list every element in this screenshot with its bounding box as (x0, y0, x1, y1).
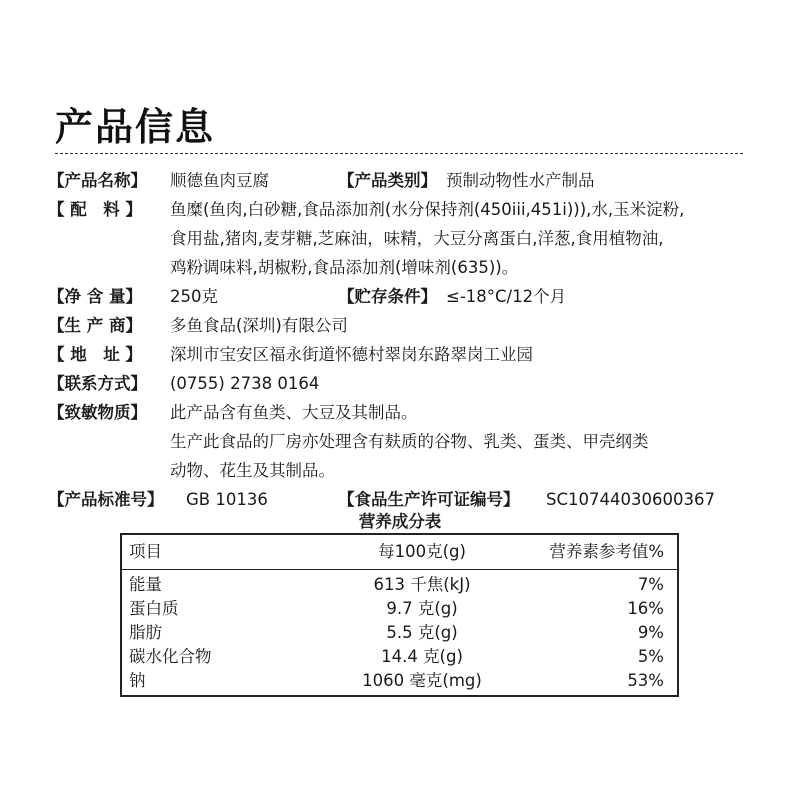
row-ingredients-3 (48, 253, 768, 282)
address-value: 深圳市宝安区福永街道怀德村翠岗东路翠岗工业园 (170, 345, 533, 364)
row-ingredients-1 (48, 195, 768, 224)
allergen-line-2: 生产此食品的厂房亦处理含有麸质的谷物、乳类、蛋类、甲壳纲类 (170, 432, 649, 451)
row-allergen-2 (48, 427, 768, 456)
row-ingredients-2 (48, 224, 768, 253)
nutrition-title: 营养成分表 (358, 512, 442, 531)
producer-label: 【生 产 商】 (48, 316, 142, 335)
product-name-label: 【产品名称】 (48, 171, 147, 190)
row-net-content (48, 282, 768, 311)
ingredients-line-1: 鱼糜(鱼肉,白砂糖,食品添加剂(水分保持剂(450iii,451i))),水,玉米淀粉, (170, 200, 685, 219)
standard-value: GB 10136 (186, 490, 268, 509)
standard-label: 【产品标准号】 (48, 490, 164, 509)
nutrient-amount: 613 千焦(kJ) (373, 575, 471, 594)
row-contact (48, 369, 768, 398)
row-address (48, 340, 768, 369)
header-item: 项目 (129, 542, 162, 561)
nutrition-header-row (122, 535, 677, 570)
nutrient-name: 脂肪 (129, 623, 162, 642)
nutrient-amount: 9.7 克(g) (386, 599, 458, 618)
row-producer (48, 311, 768, 340)
row-allergen-3 (48, 456, 768, 485)
ingredients-label: 【 配 料 】 (48, 200, 142, 219)
ingredients-line-3: 鸡粉调味料,胡椒粉,食品添加剂(增味剂(635))。 (170, 258, 519, 277)
nutrient-name: 碳水化合物 (129, 647, 212, 666)
header-nrv: 营养素参考值% (549, 542, 664, 561)
product-info (48, 166, 768, 514)
product-category-value: 预制动物性水产制品 (446, 171, 595, 190)
product-category-label: 【产品类别】 (338, 171, 437, 190)
table-row (122, 645, 677, 669)
nutrient-nrv: 16% (627, 599, 664, 618)
nutrient-nrv: 5% (637, 647, 664, 666)
product-name-value: 顺德鱼肉豆腐 (170, 171, 269, 190)
nutrient-amount: 5.5 克(g) (386, 623, 458, 642)
dashed-divider (55, 153, 743, 154)
allergen-label: 【致敏物质】 (48, 403, 147, 422)
header-per-100g: 每100克(g) (378, 542, 466, 561)
nutrient-nrv: 7% (637, 575, 664, 594)
ingredients-line-2: 食用盐,猪肉,麦芽糖,芝麻油，味精，大豆分离蛋白,洋葱,食用植物油, (170, 229, 664, 248)
address-label: 【 地 址 】 (48, 345, 142, 364)
nutrition-table (120, 533, 679, 697)
license-value: SC10744030600367 (546, 490, 715, 509)
producer-value: 多鱼食品(深圳)有限公司 (170, 316, 348, 335)
nutrient-nrv: 9% (637, 623, 664, 642)
table-row (122, 621, 677, 645)
storage-label: 【贮存条件】 (338, 287, 437, 306)
net-content-value: 250克 (170, 287, 218, 306)
nutrient-name: 能量 (129, 575, 162, 594)
table-row (122, 597, 677, 621)
nutrient-name: 蛋白质 (129, 599, 179, 618)
net-content-label: 【净 含 量】 (48, 287, 142, 306)
table-row (122, 573, 677, 597)
row-product-name (48, 166, 768, 195)
row-allergen-1 (48, 398, 768, 427)
allergen-line-1: 此产品含有鱼类、大豆及其制品。 (170, 403, 418, 422)
nutrient-nrv: 53% (627, 671, 664, 690)
storage-value: ≤-18°C/12个月 (446, 287, 567, 306)
table-row (122, 669, 677, 693)
nutrient-amount: 14.4 克(g) (381, 647, 463, 666)
nutrient-name: 钠 (129, 671, 146, 690)
page-title: 产品信息 (55, 105, 216, 149)
contact-label: 【联系方式】 (48, 374, 147, 393)
nutrient-amount: 1060 毫克(mg) (362, 671, 482, 690)
license-label: 【食品生产许可证编号】 (338, 490, 520, 509)
allergen-line-3: 动物、花生及其制品。 (170, 461, 335, 480)
contact-value: (0755) 2738 0164 (170, 374, 320, 393)
